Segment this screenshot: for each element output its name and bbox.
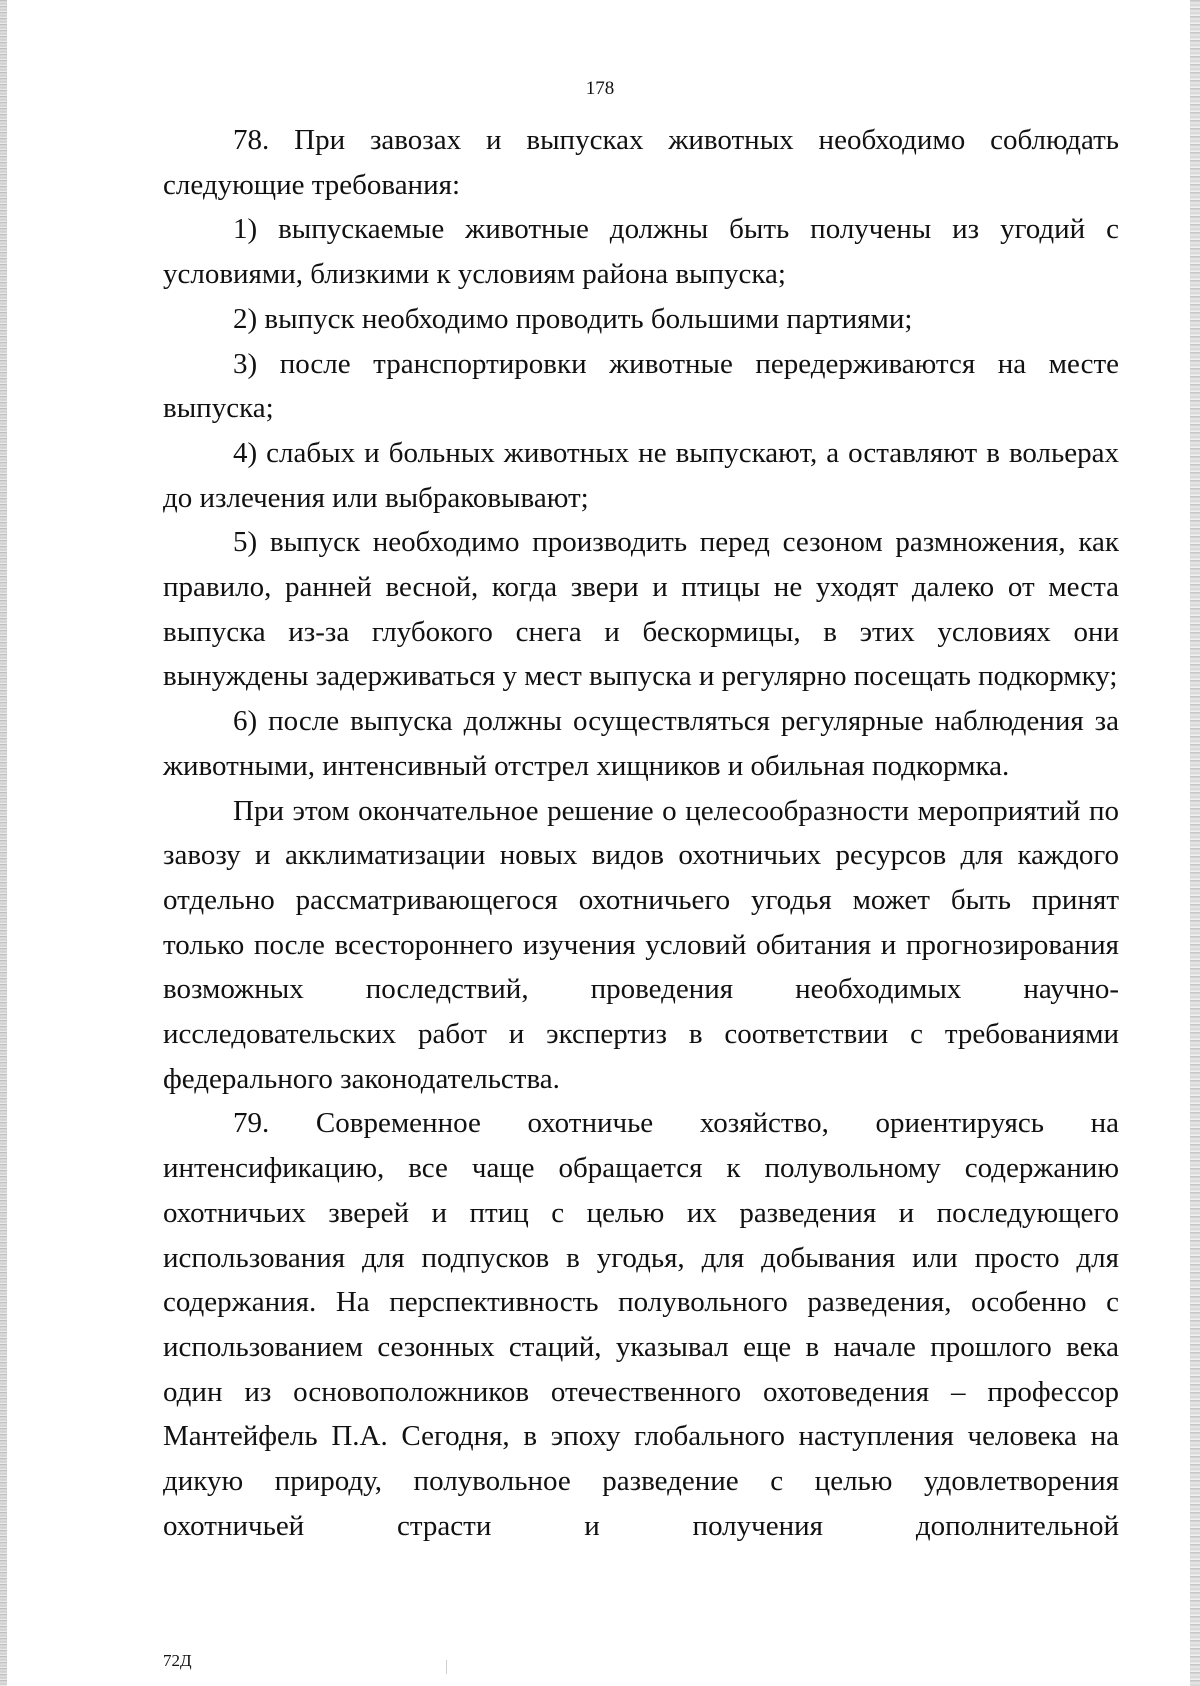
paragraph-final-decision: При этом окончательное решение о целесообразности мероприятий по завозу и акклиматизации новых видов охотничьих ресурсов для каждого отдельно рассматривающегося охотничьего угодья может быть принят только после всестороннего изучения условий обитания и прогнозирования возможных последствий, проведения необходимых научно-исследовательских работ и экспертиз в соответствии с требованиями федерального законодательства. bbox=[163, 794, 1119, 1095]
document-body bbox=[163, 118, 1119, 1549]
scan-mark bbox=[446, 1660, 447, 1674]
page-number: 178 bbox=[585, 78, 615, 99]
list-item-3: 3) после транспортировки животные передерживаются на месте выпуска; bbox=[163, 347, 1119, 425]
list-item-4: 4) слабых и больных животных не выпускают, а оставляют в вольерах до излечения или выбраковывают; bbox=[163, 436, 1119, 514]
list-item-2: 2) выпуск необходимо проводить большими партиями; bbox=[233, 302, 913, 335]
paragraph-79: 79. Современное охотничье хозяйство, ориентируясь на интенсификацию, все чаще обращается к полувольному содержанию охотничьих зверей и птиц с целью их разведения и последующего использования для подпусков в угодья, для добывания или просто для содержания. На перспективность полувольного разведения, особенно с использованием сезонных стаций, указывал еще в начале прошлого века один из основоположников отечественного охотоведения – профессор Мантейфель П.А. Сегодня, в эпоху глобального наступления человека на дикую природу, полувольное разведение с целью удовлетворения охотничьей страсти и получения дополнительной bbox=[163, 1107, 1119, 1542]
scan-edge-left bbox=[0, 0, 7, 1686]
list-item-6: 6) после выпуска должны осуществляться регулярные наблюдения за животными, интенсивный отстрел хищников и обильная подкормка. bbox=[163, 705, 1119, 782]
list-item-1: 1) выпускаемые животные должны быть получены из угодий с условиями, близкими к условиям района выпуска; bbox=[163, 213, 1119, 291]
footer-code: 72Д bbox=[163, 1651, 192, 1670]
scan-edge-right bbox=[1190, 0, 1200, 1686]
paragraph-78-intro: 78. При завозах и выпусках животных необходимо соблюдать следующие требования: bbox=[163, 124, 1119, 201]
list-item-5: 5) выпуск необходимо производить перед сезоном размножения, как правило, ранней весной, когда звери и птицы не уходят далеко от места выпуска из-за глубокого снега и бескормицы, в этих условиях они вынуждены задерживаться у мест выпуска и регулярно посещать подкормку; bbox=[163, 526, 1119, 693]
